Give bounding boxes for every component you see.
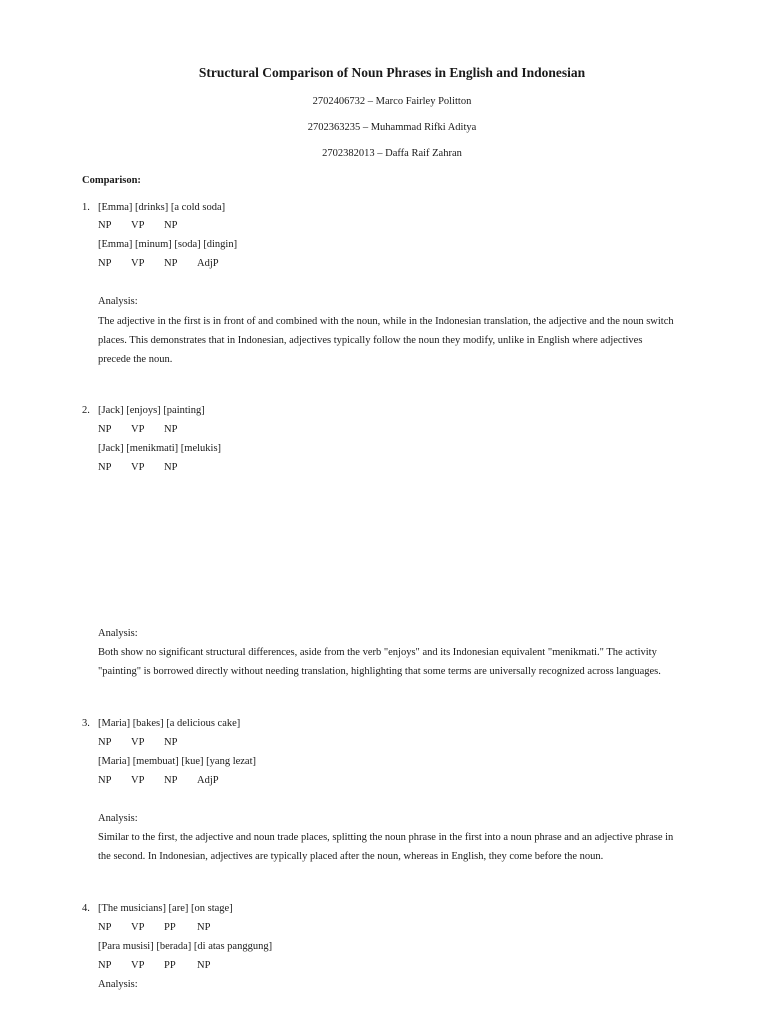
author-line: 2702382013 – Daffa Raif Zahran bbox=[322, 148, 462, 159]
phrase-tag: AdjP bbox=[197, 258, 219, 269]
phrase-tag: NP bbox=[98, 737, 112, 748]
phrase-tag: NP bbox=[98, 775, 112, 786]
phrase-tag: PP bbox=[164, 922, 176, 933]
phrase-tag: NP bbox=[164, 424, 178, 435]
indonesian-sentence: [Jack] [menikmati] [melukis] bbox=[98, 443, 222, 454]
item-number: 3. bbox=[82, 718, 90, 729]
phrase-tag: VP bbox=[131, 424, 145, 435]
analysis-line: "painting" is borrowed directly without needing translation, highlighting that some terms are universally recognized across languages. bbox=[98, 666, 661, 677]
analysis-label: Analysis: bbox=[98, 628, 138, 639]
analysis-line: precede the noun. bbox=[98, 354, 173, 365]
phrase-tag: NP bbox=[197, 922, 211, 933]
item-number: 1. bbox=[82, 202, 90, 213]
item-number: 4. bbox=[82, 903, 90, 914]
phrase-tag: VP bbox=[131, 960, 145, 971]
phrase-tag: PP bbox=[164, 960, 176, 971]
phrase-tag: NP bbox=[98, 462, 112, 473]
phrase-tag: VP bbox=[131, 775, 145, 786]
phrase-tag: AdjP bbox=[197, 775, 219, 786]
phrase-tag: NP bbox=[98, 424, 112, 435]
english-sentence: [Emma] [drinks] [a cold soda] bbox=[98, 202, 226, 213]
indonesian-sentence: [Para musisi] [berada] [di atas panggung] bbox=[98, 941, 273, 952]
analysis-line: Both show no significant structural differences, aside from the verb "enjoys" and its Indonesian equivalent "menikmati." The activity bbox=[98, 647, 657, 658]
phrase-tag: NP bbox=[164, 220, 178, 231]
indonesian-sentence: [Maria] [membuat] [kue] [yang lezat] bbox=[98, 756, 257, 767]
phrase-tag: NP bbox=[164, 462, 178, 473]
item-number: 2. bbox=[82, 405, 90, 416]
english-sentence: [Jack] [enjoys] [painting] bbox=[98, 405, 205, 416]
phrase-tag: NP bbox=[98, 922, 112, 933]
phrase-tag: NP bbox=[98, 960, 112, 971]
indonesian-sentence: [Emma] [minum] [soda] [dingin] bbox=[98, 239, 238, 250]
analysis-line: Similar to the first, the adjective and noun trade places, splitting the noun phrase in the first into a noun phrase and an adjective phrase in bbox=[98, 832, 674, 843]
phrase-tag: VP bbox=[131, 462, 145, 473]
english-sentence: [Maria] [bakes] [a delicious cake] bbox=[98, 718, 241, 729]
phrase-tag: VP bbox=[131, 922, 145, 933]
author-line: 2702363235 – Muhammad Rifki Aditya bbox=[307, 122, 477, 133]
phrase-tag: NP bbox=[197, 960, 211, 971]
analysis-line: places. This demonstrates that in Indonesian, adjectives typically follow the noun they modify, unlike in English where adjectives bbox=[98, 335, 643, 346]
author-line: 2702406732 – Marco Fairley Politton bbox=[312, 96, 472, 107]
phrase-tag: NP bbox=[164, 258, 178, 269]
phrase-tag: VP bbox=[131, 220, 145, 231]
document-title: Structural Comparison of Noun Phrases in English and Indonesian bbox=[198, 65, 586, 80]
analysis-line: The adjective in the first is in front of and combined with the noun, while in the Indonesian translation, the adjective and the noun switch bbox=[98, 316, 674, 327]
phrase-tag: NP bbox=[164, 737, 178, 748]
phrase-tag: VP bbox=[131, 737, 145, 748]
section-label: Comparison: bbox=[82, 175, 141, 186]
analysis-label: Analysis: bbox=[98, 979, 138, 990]
phrase-tag: NP bbox=[98, 258, 112, 269]
phrase-tag: VP bbox=[131, 258, 145, 269]
analysis-label: Analysis: bbox=[98, 813, 138, 824]
phrase-tag: NP bbox=[164, 775, 178, 786]
english-sentence: [The musicians] [are] [on stage] bbox=[98, 903, 233, 914]
phrase-tag: NP bbox=[98, 220, 112, 231]
analysis-line: the second. In Indonesian, adjectives are typically placed after the noun, whereas in English, they come before the noun. bbox=[98, 851, 604, 862]
analysis-label: Analysis: bbox=[98, 296, 138, 307]
